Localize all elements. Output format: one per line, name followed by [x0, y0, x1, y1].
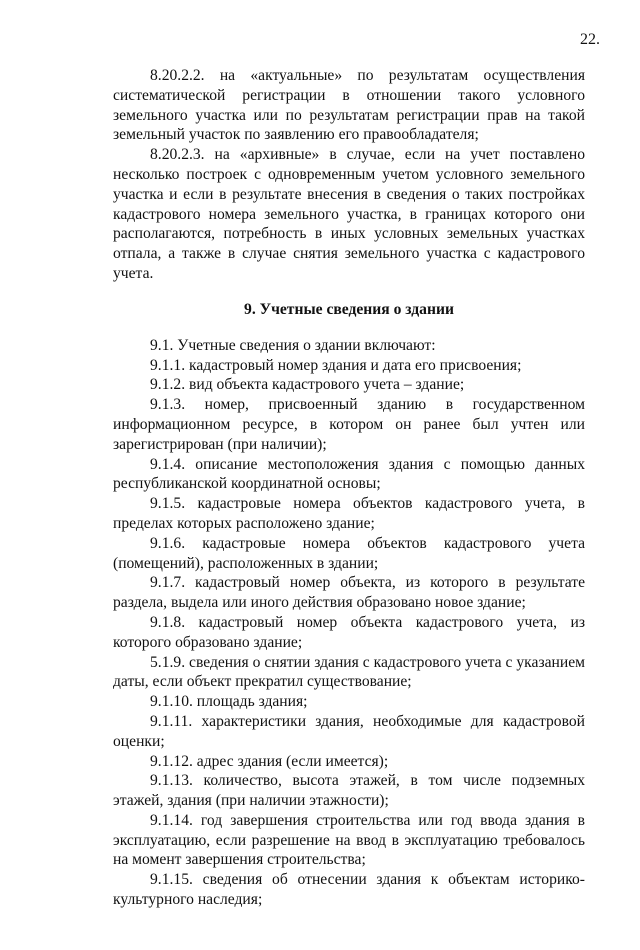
paragraph: 9.1.11. характеристики здания, необходимые для кадастровой оценки;: [113, 712, 585, 750]
paragraph: 9.1.14. год завершения строительства или год ввода здания в эксплуатацию, если разрешение на ввод в эксплуатацию требовалось на момент завершения строительства;: [113, 811, 585, 869]
paragraph: 9.1.12. адрес здания (если имеется);: [150, 752, 389, 770]
paragraph: 8.20.2.3. на «архивные» в случае, если на учет поставлено несколько построек с одновременным учетом условного земельного участка и если в результате внесения в сведения о таких постройках кадастрового номера земельного участка, в границах которого они располагаются, потребность в иных условных земельных участках отпала, а также в случае снятия земельного участка с кадастрового учета.: [113, 146, 585, 282]
paragraph: 9.1.5. кадастровые номера объектов кадастрового учета, в пределах которых расположено здание;: [113, 495, 585, 532]
paragraph: 9.1.15. сведения об отнесении здания к объектам историко-культурного наследия;: [113, 871, 585, 909]
paragraph: 9.1.4. описание местоположения здания с помощью данных республиканской координатной основы;: [113, 455, 585, 493]
section-heading: 9. Учетные сведения о здании: [244, 300, 454, 318]
section-9-body: [113, 336, 585, 910]
page-number: 22.: [580, 31, 600, 48]
paragraph: 9.1. Учетные сведения о здании включают:: [150, 336, 436, 354]
paragraph: 9.1.10. площадь здания;: [150, 693, 308, 711]
paragraph: 9.1.1. кадастровый номер здания и дата его присвоения;: [150, 356, 522, 374]
paragraph: 5.1.9. сведения о снятии здания с кадастрового учета с указанием даты, если объект прекратил существование;: [113, 653, 585, 691]
paragraph: 9.1.7. кадастровый номер объекта, из которого в результате раздела, выдела или иного действия образовано новое здание;: [113, 574, 585, 612]
paragraph: 9.1.13. количество, высота этажей, в том числе подземных этажей, здания (при наличии этажности);: [113, 772, 585, 810]
section-8-continuation: [113, 66, 585, 284]
paragraph: 9.1.2. вид объекта кадастрового учета – здание;: [150, 376, 465, 394]
paragraph: 9.1.3. номер, присвоенный зданию в государственном информационном ресурсе, в котором он ранее был учтен или зарегистрирован (при наличии);: [113, 396, 585, 453]
paragraph: 9.1.6. кадастровые номера объектов кадастрового учета (помещений), расположенных в здании;: [113, 534, 585, 572]
paragraph: 8.20.2.2. на «актуальные» по результатам осуществления систематической регистрации в отношении такого условного земельного участка или по результатам регистрации прав на такой земельный участок по заявлению его правообладателя;: [113, 67, 585, 144]
paragraph: 9.1.8. кадастровый номер объекта кадастрового учета, из которого образовано здание;: [113, 613, 585, 651]
